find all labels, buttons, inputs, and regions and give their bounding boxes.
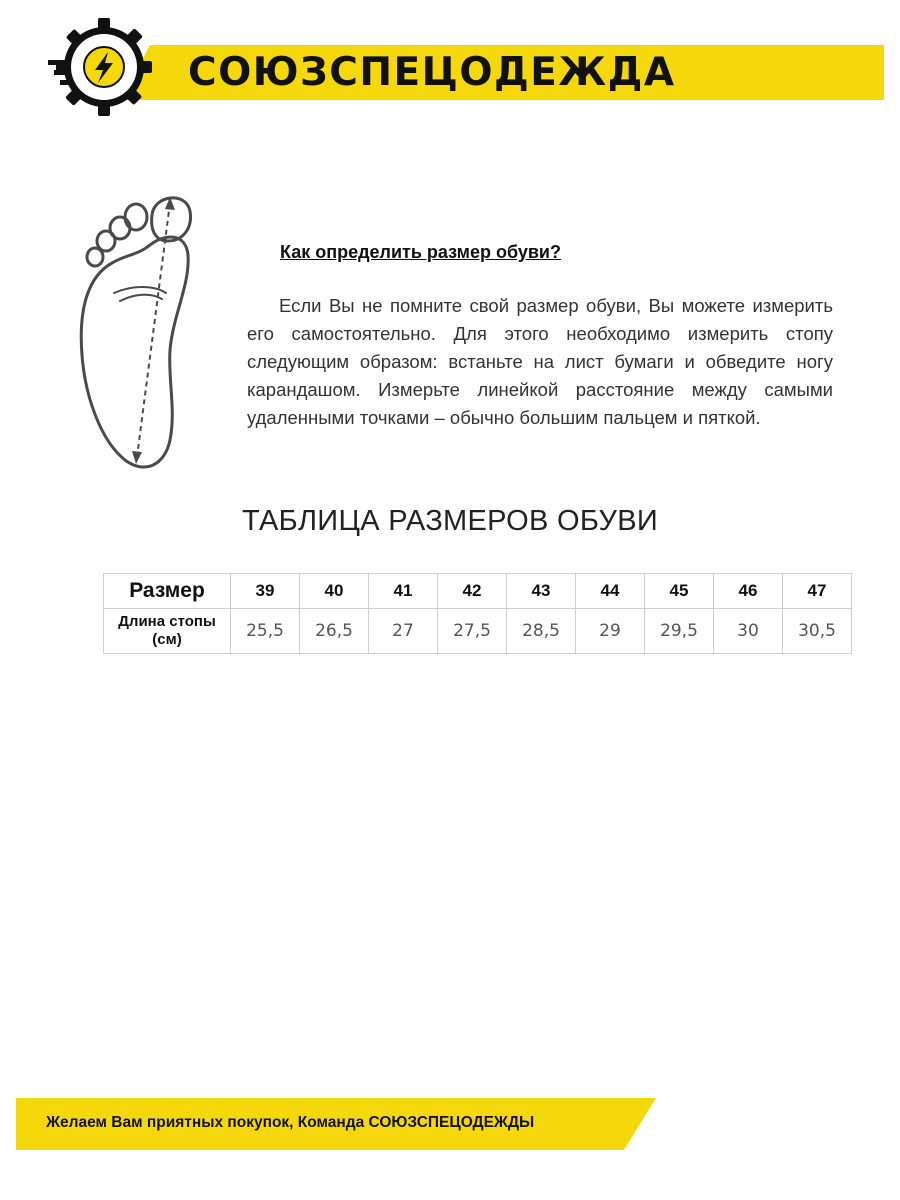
- foot-outline-icon: [70, 185, 210, 475]
- length-cell: 29,5: [645, 609, 714, 654]
- size-table-title: ТАБЛИЦА РАЗМЕРОВ ОБУВИ: [241, 505, 659, 537]
- length-cell: 30: [714, 609, 783, 654]
- row-label-size: Размер: [104, 574, 231, 609]
- length-cell: 28,5: [507, 609, 576, 654]
- length-cell: 25,5: [231, 609, 300, 654]
- size-cell: 46: [714, 574, 783, 609]
- gear-lightning-logo-icon: [48, 14, 158, 124]
- size-cell: 43: [507, 574, 576, 609]
- size-cell: 40: [300, 574, 369, 609]
- instructions-paragraph: Если Вы не помните свой размер обуви, Вы можете измерить его самостоятельно. Для этого необходимо измерить стопу следующим образом: встаньте на лист бумаги и обведите ногу карандашом. Измерьте линейкой расстояние между самыми удаленными точками – обычно большим пальцем и пяткой.: [247, 295, 833, 428]
- length-cell: 27: [369, 609, 438, 654]
- size-table: [103, 573, 852, 654]
- length-cell: 26,5: [300, 609, 369, 654]
- length-cell: 30,5: [783, 609, 852, 654]
- table-row-lengths: [104, 609, 852, 654]
- size-cell: 41: [369, 574, 438, 609]
- row-label-foot-length: Длина стопы (см): [104, 609, 231, 654]
- brand-name: СОЮЗСПЕЦОДЕЖДА: [188, 50, 676, 95]
- header-banner: [0, 0, 900, 140]
- size-cell: 45: [645, 574, 714, 609]
- length-cell: 29: [576, 609, 645, 654]
- size-cell: 42: [438, 574, 507, 609]
- table-row-sizes: [104, 574, 852, 609]
- footer-message: Желаем Вам приятных покупок, Команда СОЮЗСПЕЦОДЕЖДЫ: [46, 1114, 535, 1131]
- size-cell: 39: [231, 574, 300, 609]
- size-cell: 44: [576, 574, 645, 609]
- size-cell: 47: [783, 574, 852, 609]
- instructions-heading: Как определить размер обуви?: [280, 242, 561, 262]
- length-cell: 27,5: [438, 609, 507, 654]
